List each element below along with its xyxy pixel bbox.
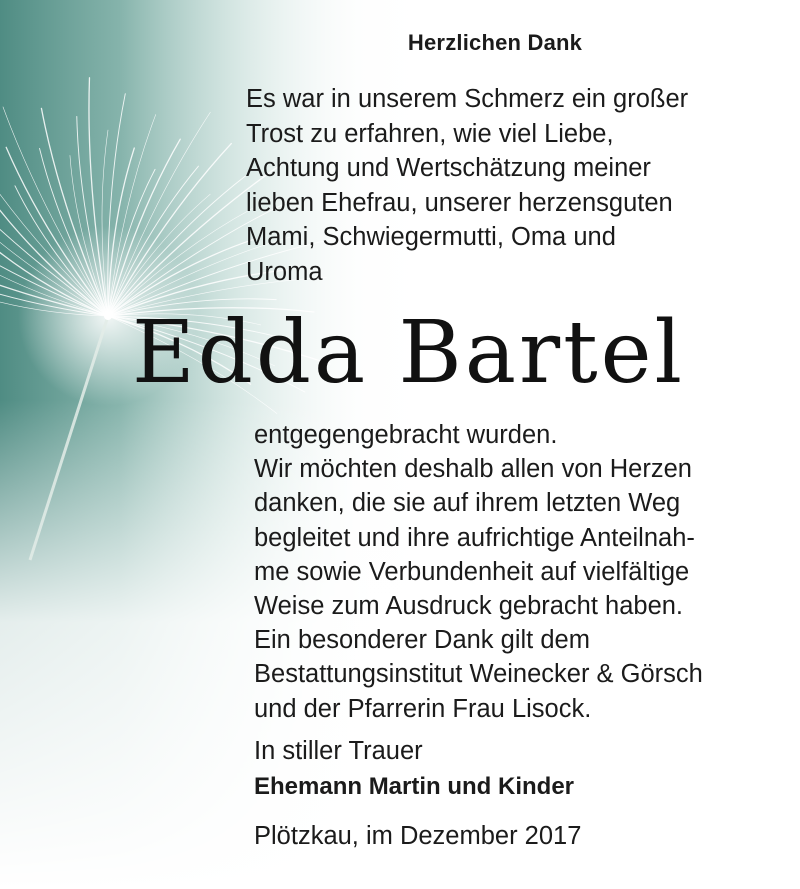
signatories: Ehemann Martin und Kinder — [254, 773, 575, 800]
notice-heading: Herzlichen Dank — [407, 30, 583, 55]
body-paragraph — [254, 418, 754, 726]
body-line: me sowie Verbundenheit auf vielfältige — [254, 557, 690, 586]
intro-paragraph — [246, 82, 716, 289]
intro-line: Uroma — [246, 257, 323, 286]
intro-line: lieben Ehefrau, unserer herzensguten — [246, 188, 673, 217]
body-line: und der Pfarrerin Frau Lisock. — [254, 694, 592, 723]
intro-line: Mami, Schwiegermutti, Oma und — [246, 223, 616, 251]
intro-line: Es war in unserem Schmerz ein großer — [246, 85, 689, 113]
intro-line: Trost zu erfahren, wie viel Liebe, — [246, 119, 614, 148]
body-line: danken, die sie auf ihrem letzten Weg — [254, 489, 681, 518]
body-line: Bestattungsinstitut Weinecker & Görsch — [254, 660, 703, 689]
body-line: begleitet und ihre aufrichtige Anteilnah- — [254, 523, 695, 552]
closing-block — [254, 733, 754, 805]
deceased-name: Edda Bartel — [132, 303, 686, 403]
body-line: entgegengebracht wurden. — [254, 421, 558, 449]
place-date: Plötzkau, im Dezember 2017 — [254, 822, 582, 850]
body-line: Weise zum Ausdruck gebracht haben. — [254, 592, 684, 621]
body-line: Wir möchten deshalb allen von Herzen — [254, 455, 692, 484]
intro-line: Achtung und Wertschätzung meiner — [246, 154, 651, 182]
body-line: Ein besonderer Dank gilt dem — [254, 626, 590, 655]
closing-line: In stiller Trauer — [254, 737, 423, 765]
